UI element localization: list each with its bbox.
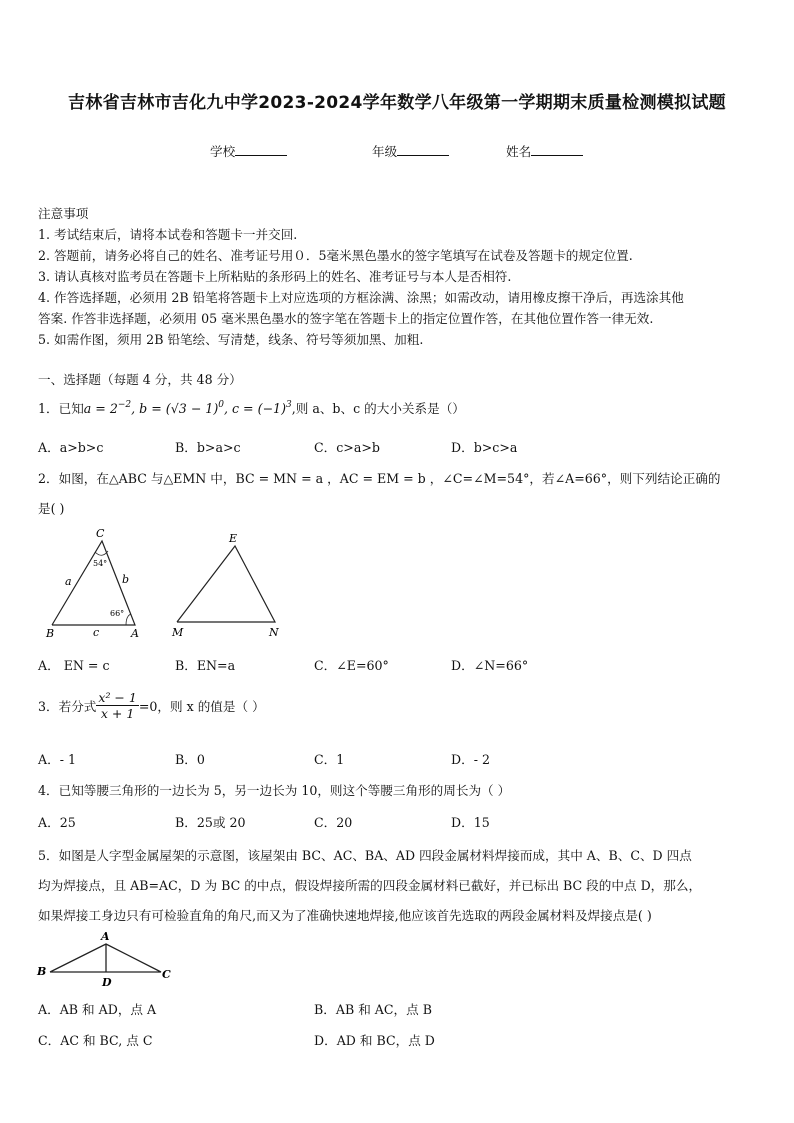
label-b: B <box>46 627 55 640</box>
school-field <box>210 141 287 160</box>
triangle-abc <box>45 527 139 640</box>
q3-suffix: =0，则 x 的值是（ ） <box>138 699 265 714</box>
grade-field <box>372 141 449 160</box>
q1-b: , b = (√3 − 1) <box>131 401 219 416</box>
side-b-label: b <box>122 573 130 586</box>
q3-option-d: D．- 2 <box>451 752 490 767</box>
q5-option-b: B．AB 和 AC，点 B <box>314 1002 432 1017</box>
question-5-line2: 均为焊接点，且 AB=AC，D 为 BC 的中点，假设焊接所需的四段金属材料已截好，并已标出 BC 段的中点 D，那么， <box>38 878 702 893</box>
angle-c-label: 54° <box>93 559 108 568</box>
label-n: N <box>269 626 279 639</box>
label-d: D <box>102 976 112 989</box>
q1-c-exp: 3 <box>285 400 292 410</box>
label-a: A <box>131 627 139 640</box>
question-2-line1: 2．如图，在△ABC 与△EMN 中，BC = MN = a ，AC = EM = b ，∠C=∠M=54°，若∠A=66°，则下列结论正确的 <box>38 471 721 486</box>
q1-a: a = 2 <box>83 401 118 416</box>
label-m: M <box>172 626 184 639</box>
label-c: C <box>96 527 105 540</box>
q1-option-c: C．c>a>b <box>314 440 380 455</box>
question-1 <box>38 398 465 417</box>
notes-heading: 注意事项 <box>38 206 89 221</box>
q1-a-exp: −2 <box>117 400 132 410</box>
q4-option-d: D．15 <box>451 815 490 830</box>
q1-option-b: B．b>a>c <box>175 440 241 455</box>
q3-option-a: A．- 1 <box>38 752 76 767</box>
section-heading: 一、选择题（每题 4 分，共 48 分） <box>38 372 242 387</box>
note-item: 3. 请认真核对监考员在答题卡上所粘贴的条形码上的姓名、准考证号与本人是否相符. <box>38 269 512 284</box>
note-item: 1. 考试结束后，请将本试卷和答题卡一并交回. <box>38 227 298 242</box>
label-c: C <box>162 968 171 981</box>
angle-a-label: 66° <box>110 609 125 618</box>
side-a-label: a <box>65 575 72 588</box>
triangle-emn <box>171 532 279 639</box>
name-label: 姓名 <box>506 144 532 159</box>
q2-option-c: C．∠E=60° <box>314 658 389 673</box>
q1-prefix: 1．已知 <box>38 401 84 416</box>
note-item: 2. 答题前，请务必将自己的姓名、准考证号用０．5毫米黑色墨水的签字笔填写在试卷及答题卡的规定位置. <box>38 248 633 263</box>
label-a: A <box>101 930 110 943</box>
school-blank <box>235 143 287 156</box>
q5-roof-truss-figure <box>34 928 184 990</box>
q3-numerator: x² − 1 <box>98 690 137 705</box>
q3-denominator: x + 1 <box>100 706 135 721</box>
q2-option-b: B．EN=a <box>175 658 236 673</box>
label-e: E <box>229 532 238 545</box>
q5-option-c: C．AC 和 BC, 点 C <box>38 1033 153 1048</box>
q3-option-b: B．0 <box>175 752 205 767</box>
q2-option-a: A． EN = c <box>38 658 110 673</box>
note-item: 答案. 作答非选择题，必须用 05 毫米黑色墨水的签字笔在答题卡上的指定位置作答，在其他位置作答一律无效. <box>38 311 654 326</box>
q1-option-d: D．b>c>a <box>451 440 518 455</box>
q1-b-exp: 0 <box>218 400 224 410</box>
grade-label: 年级 <box>372 144 398 159</box>
name-field <box>506 141 583 160</box>
label-b: B <box>37 965 47 978</box>
q4-option-a: A．25 <box>38 815 76 830</box>
grade-blank <box>397 143 449 156</box>
q2-option-d: D．∠N=66° <box>451 658 529 673</box>
q1-suffix: ,则 a、b、c 的大小关系是（） <box>291 401 465 416</box>
page-title: 吉林省吉林市吉化九中学2023-2024学年数学八年级第一学期期末质量检测模拟试题 <box>68 93 726 113</box>
side-c-label: c <box>93 626 100 639</box>
name-blank <box>531 143 583 156</box>
question-2-line2: 是( ) <box>38 501 65 516</box>
q2-triangles-figure <box>40 525 290 640</box>
note-item: 4. 作答选择题，必须用 2B 铅笔将答题卡上对应选项的方框涂满、涂黑；如需改动，请用橡皮擦干净后，再选涂其他 <box>38 290 684 305</box>
question-5-line3: 如果焊接工身边只有可检验直角的角尺,而又为了准确快速地焊接,他应该首先选取的两段金属材料及焊接点是( ) <box>38 908 652 923</box>
q3-prefix: 3．若分式 <box>38 699 97 714</box>
q1-c: , c = (−1) <box>223 401 286 416</box>
question-5-line1: 5．如图是人字型金属屋架的示意图，该屋架由 BC、AC、BA、AD 四段金属材料焊接而成，其中 A、B、C、D 四点 <box>38 848 692 863</box>
question-3 <box>38 690 265 721</box>
question-4: 4．已知等腰三角形的一边长为 5，另一边长为 10，则这个等腰三角形的周长为（ ） <box>38 783 511 798</box>
note-item: 5. 如需作图，须用 2B 铅笔绘、写清楚，线条、符号等须加黑、加粗. <box>38 332 424 347</box>
q5-option-d: D．AD 和 BC，点 D <box>314 1033 435 1048</box>
q5-option-a: A．AB 和 AD，点 A <box>38 1002 157 1017</box>
q3-fraction <box>96 690 138 721</box>
q3-option-c: C．1 <box>314 752 345 767</box>
q4-option-c: C．20 <box>314 815 353 830</box>
q1-option-a: A．a>b>c <box>38 440 104 455</box>
school-label: 学校 <box>210 144 236 159</box>
q4-option-b: B．25或 20 <box>175 815 246 830</box>
